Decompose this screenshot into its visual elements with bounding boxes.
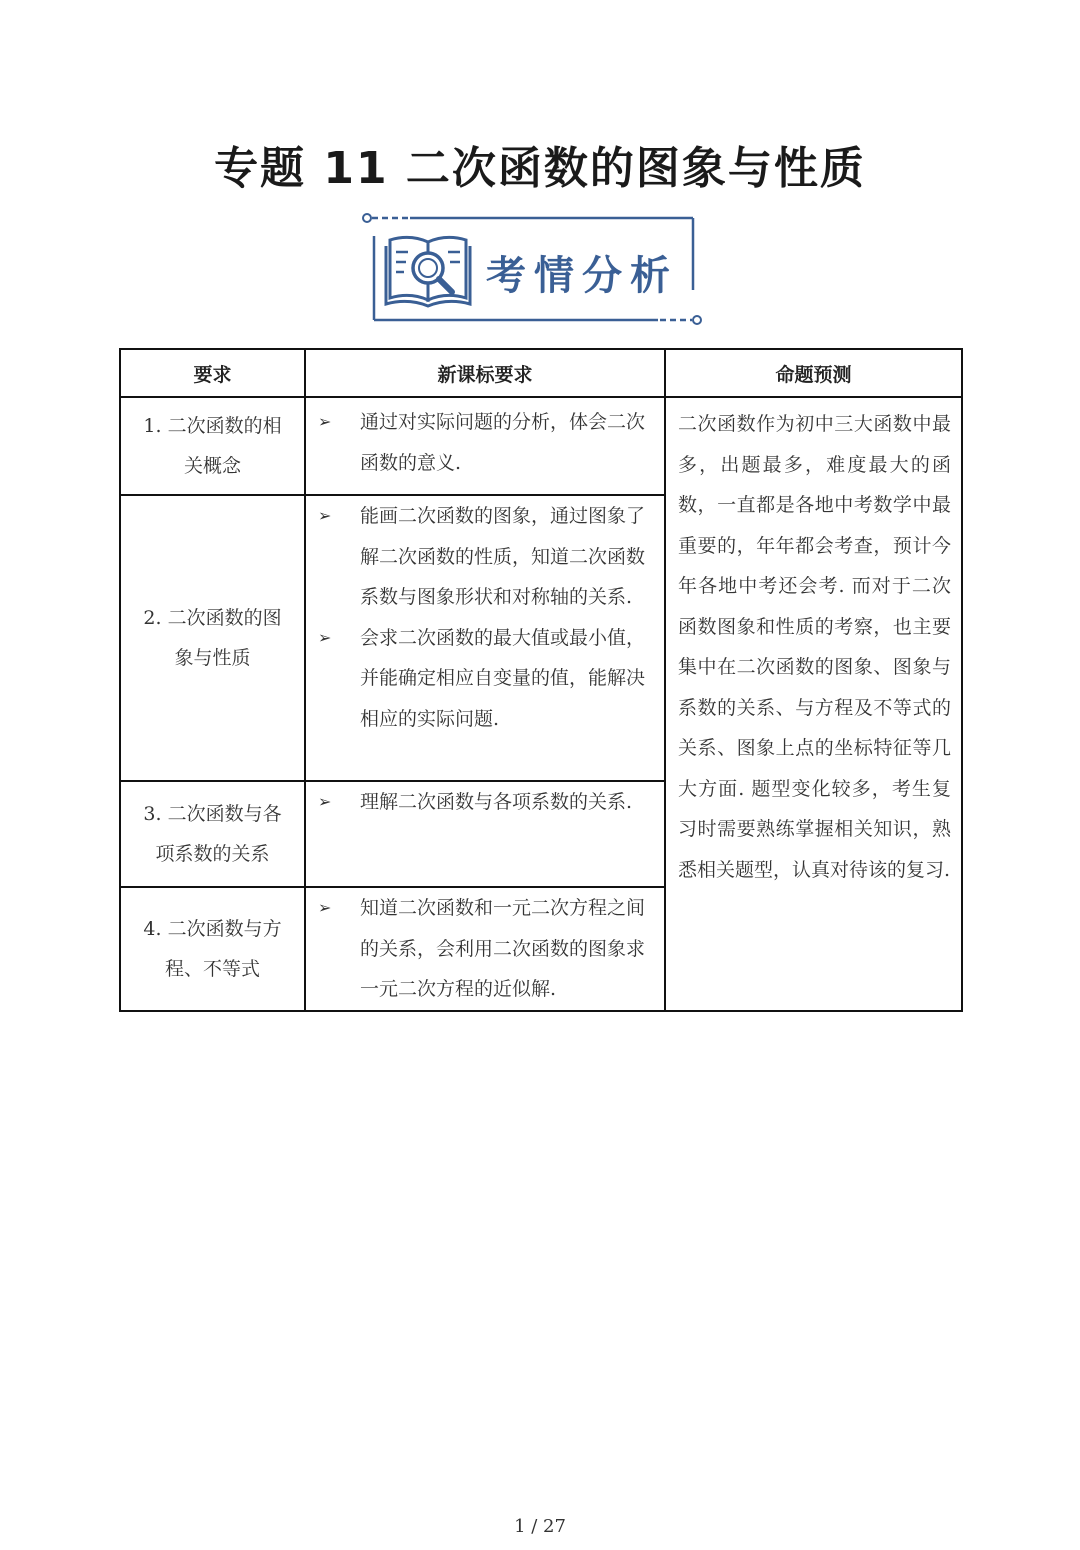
page-number: 1 / 27	[514, 1516, 566, 1537]
banner-label: 考情分析	[486, 253, 678, 299]
list-item: ➢ 通过对实际问题的分析，体会二次函数的意义.	[318, 402, 654, 483]
standard-cell	[305, 781, 665, 887]
list-item: ➢ 知道二次函数和一元二次方程之间的关系，会利用二次函数的图象求一元二次方程的近似解.	[318, 888, 654, 1010]
requirement-cell: 1. 二次函数的相关概念	[120, 397, 305, 495]
arrow-bullet-icon: ➢	[318, 898, 332, 917]
arrow-bullet-icon: ➢	[318, 792, 332, 811]
list-item: ➢ 能画二次函数的图象，通过图象了解二次函数的性质，知道二次函数系数与图象形状和对称轴的关系.	[318, 496, 654, 618]
standard-cell	[305, 495, 665, 781]
header-prediction: 命题预测	[665, 349, 962, 397]
table-row	[120, 397, 962, 495]
table-header-row	[120, 349, 962, 397]
exam-analysis-banner	[358, 208, 708, 330]
book-magnifier-icon	[384, 230, 476, 312]
arrow-bullet-icon: ➢	[318, 412, 332, 431]
list-item: ➢ 会求二次函数的最大值或最小值，并能确定相应自变量的值，能解决相应的实际问题.	[318, 618, 654, 740]
header-requirement: 要求	[120, 349, 305, 397]
standard-cell	[305, 397, 665, 495]
standard-cell	[305, 887, 665, 1011]
requirement-cell: 3. 二次函数与各项系数的关系	[120, 781, 305, 887]
list-item: ➢ 理解二次函数与各项系数的关系.	[318, 782, 654, 823]
analysis-table	[119, 348, 963, 1012]
prediction-cell: 二次函数作为初中三大函数中最多，出题最多，难度最大的函数，一直都是各地中考数学中最重要的，年年都会考查，预计今年各地中考还会考. 而对于二次函数图象和性质的考察，也主要集中在二次函数的图象、图象与系数的关系、与方程及不等式的关系、图象上点的坐标特征等几大方面. 题型变化较多，考生复习时需要熟练掌握相关知识，熟悉相关题型，认真对待该的复习.	[665, 397, 962, 1011]
arrow-bullet-icon: ➢	[318, 506, 332, 525]
document-title: 专题 11 二次函数的图象与性质	[214, 143, 866, 194]
header-new-standard: 新课标要求	[305, 349, 665, 397]
requirement-cell: 4. 二次函数与方程、不等式	[120, 887, 305, 1011]
arrow-bullet-icon: ➢	[318, 627, 332, 647]
requirement-cell: 2. 二次函数的图象与性质	[120, 495, 305, 781]
